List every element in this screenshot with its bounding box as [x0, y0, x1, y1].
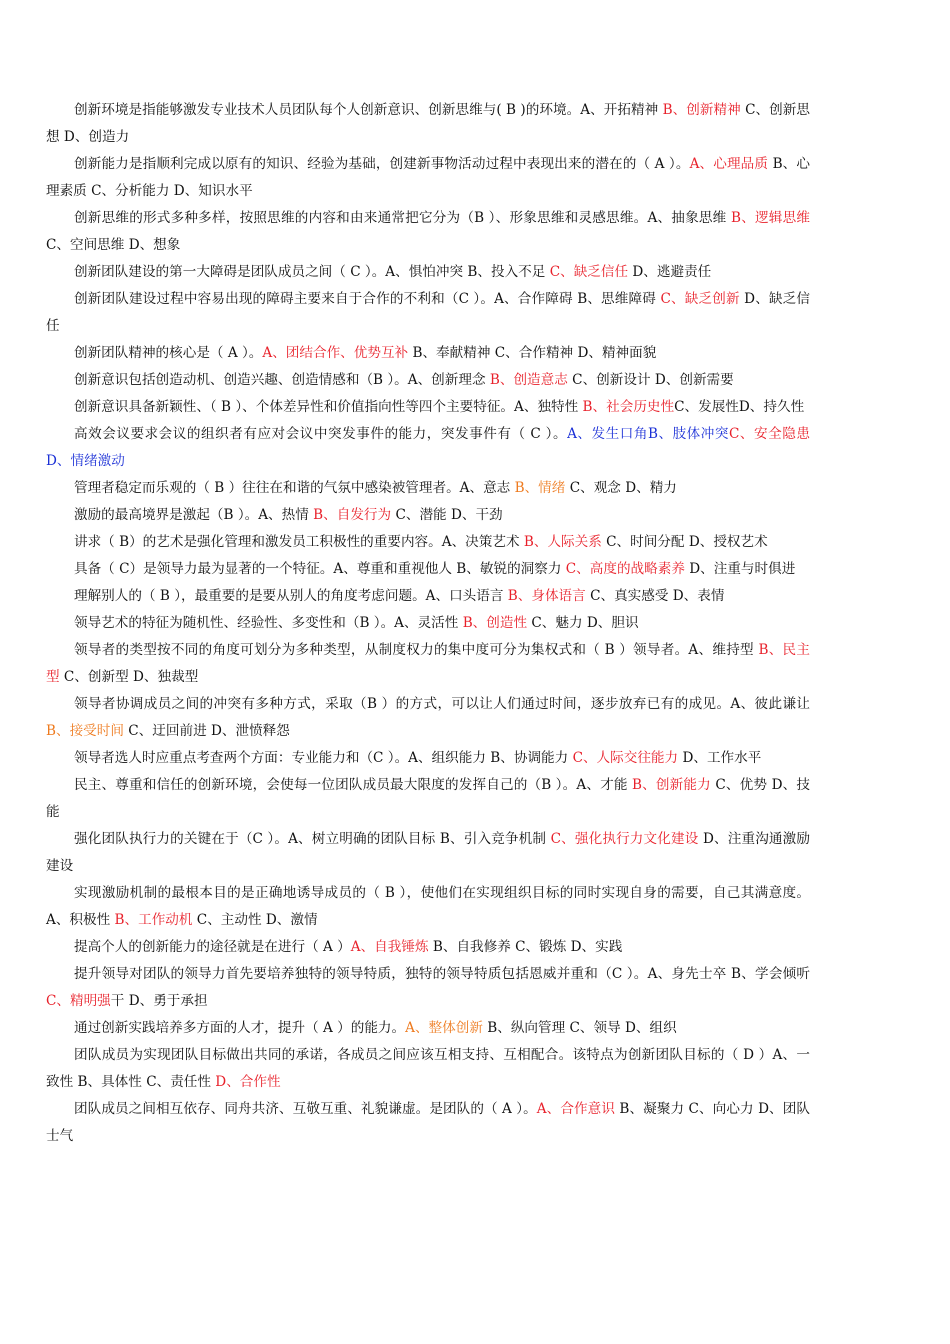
question	[46, 340, 810, 367]
question	[46, 1015, 810, 1042]
question	[46, 421, 810, 475]
question-text: C、优势 D、技能	[46, 777, 810, 820]
answer-highlight: B、身体语言	[507, 588, 586, 604]
question-text: 激励的最高境界是激起（B ）。A、热情	[74, 507, 314, 523]
question	[46, 151, 810, 205]
question-text: C、时间分配 D、授权艺术	[601, 534, 768, 550]
option-highlight: A、发生口角	[567, 426, 648, 442]
question-list	[46, 97, 810, 1150]
answer-highlight: B、创造意志	[489, 372, 568, 388]
answer-highlight: B、情绪	[514, 480, 566, 496]
question-text: C、潜能 D、干劲	[391, 507, 503, 523]
answer-highlight: C、缺乏创新	[660, 291, 740, 307]
question-text: B、奉献精神 C、合作精神 D、精神面貌	[408, 345, 657, 361]
answer-highlight: C、安全隐患	[729, 426, 810, 442]
question-text: 创新能力是指顺利完成以原有的知识、经验为基础，创建新事物活动过程中表现出来的潜在的（ A ）。	[74, 156, 690, 172]
question	[46, 394, 810, 421]
question-text: 提高个人的创新能力的途径就是在进行（ A ）	[74, 939, 351, 955]
question-text: B、纵向管理 C、领导 D、组织	[482, 1020, 677, 1036]
question-text: 团队成员为实现团队目标做出共同的承诺，各成员之间应该互相支持、互相配合。该特点为创新团队目标的（ D ）A、一致性 B、具体性 C、责任性	[46, 1047, 810, 1090]
question-text: 创新思维的形式多种多样，按照思维的内容和由来通常把它分为（B ）、形象思维和灵感思维。A、抽象思维	[74, 210, 731, 226]
question	[46, 367, 810, 394]
answer-highlight: B、自发行为	[313, 507, 392, 523]
question-text: C、观念 D、精力	[565, 480, 677, 496]
question-text: 创新环境是指能够激发专业技术人员团队每个人创新意识、创新思维与( B )的环境。A、开拓精神	[74, 102, 663, 118]
answer-highlight: A、心理品质	[689, 156, 769, 172]
question-text: B、自我修养 C、锻炼 D、实践	[428, 939, 623, 955]
question-text: C、魅力 D、胆识	[527, 615, 639, 631]
answer-highlight: B、人际关系	[523, 534, 602, 550]
question	[46, 1096, 810, 1150]
question-text: 干 D、勇于承担	[110, 993, 208, 1009]
question	[46, 772, 810, 826]
question	[46, 286, 810, 340]
answer-highlight: B、民主型	[46, 642, 810, 685]
question	[46, 961, 810, 1015]
answer-highlight: A、整体创新	[405, 1020, 483, 1036]
question-text: 强化团队执行力的关键在于（C ）。A、树立明确的团队目标 B、引入竞争机制	[74, 831, 551, 847]
question-text: 讲求（ B）的艺术是强化管理和激发员工积极性的重要内容。A、决策艺术	[74, 534, 524, 550]
answer-highlight: B、社会历史性	[582, 399, 675, 415]
answer-highlight: B、工作动机	[114, 912, 193, 928]
question-text: 创新团队建设过程中容易出现的障碍主要来自于合作的不利和（C ）。A、合作障碍 B、思维障碍	[74, 291, 661, 307]
question	[46, 826, 810, 880]
question-text: C、创新型 D、独裁型	[59, 669, 199, 685]
question-text: D、逃避责任	[628, 264, 712, 280]
question-text: 领导者的类型按不同的角度可划分为多种类型，从制度权力的集中度可分为集权式和（ B ）领导者。A、维持型	[74, 642, 759, 658]
question	[46, 745, 810, 772]
question-text: 提升领导对团队的领导力首先要培养独特的领导特质，独特的领导特质包括恩威并重和（C ）。A、身先士卒 B、学会倾听	[74, 966, 810, 982]
question-text: 管理者稳定而乐观的（ B ）往往在和谐的气氛中感染被管理者。A、意志	[74, 480, 515, 496]
question-text: C、发展性D、持久性	[674, 399, 805, 415]
question-text: B、心理素质 C、分析能力 D、知识水平	[46, 156, 811, 199]
question	[46, 97, 810, 151]
answer-highlight: C、缺乏信任	[549, 264, 629, 280]
answer-highlight: B、接受时间	[46, 723, 124, 739]
question-text: 创新团队精神的核心是（ A ）。	[74, 345, 263, 361]
question-text: 领导艺术的特征为随机性、经验性、多变性和（B ）。A、灵活性	[74, 615, 463, 631]
answer-highlight: A、团结合作、优势互补	[262, 345, 409, 361]
question-text: C、创新思想 D、创造力	[46, 102, 810, 145]
answer-highlight: B、创新能力	[632, 777, 711, 793]
answer-highlight: A、合作意识	[536, 1101, 616, 1117]
question-text: D、注重沟通激励建设	[46, 831, 810, 874]
question-text: 创新团队建设的第一大障碍是团队成员之间（ C ）。A、惧怕冲突 B、投入不足	[74, 264, 550, 280]
answer-highlight: D、合作性	[215, 1074, 281, 1090]
question-text: D、注重与时俱进	[684, 561, 796, 577]
question	[46, 610, 810, 637]
answer-highlight: B、创造性	[462, 615, 528, 631]
answer-highlight: B、创新精神	[662, 102, 741, 118]
question-text: D、缺乏信任	[46, 291, 810, 334]
question	[46, 691, 810, 745]
question	[46, 880, 810, 934]
question	[46, 637, 810, 691]
option-highlight: B、肢体冲突	[647, 426, 730, 442]
question	[46, 475, 810, 502]
question-text: 具备（ C）是领导力最为显著的一个特征。A、尊重和重视他人 B、敏锐的洞察力	[74, 561, 566, 577]
question	[46, 934, 810, 961]
question-text: C、迂回前进 D、泄愤释怨	[123, 723, 290, 739]
question-text: C、主动性 D、激情	[192, 912, 318, 928]
question	[46, 1042, 810, 1096]
question-text: 领导者选人时应重点考查两个方面：专业能力和（C ）。A、组织能力 B、协调能力	[74, 750, 573, 766]
question-text: 创新意识包括创造动机、创造兴趣、创造情感和（B ）。A、创新理念	[74, 372, 490, 388]
question-text: 高效会议要求会议的组织者有应对会议中突发事件的能力，突发事件有（ C ）。	[74, 426, 568, 442]
question-text: 理解别人的（ B ），最重要的是要从别人的角度考虑问题。A、口头语言	[74, 588, 508, 604]
question	[46, 502, 810, 529]
question	[46, 556, 810, 583]
question-text: 领导者协调成员之间的冲突有多种方式，采取（B ）的方式，可以让人们通过时间，逐步放弃已有的成见。A、彼此谦让	[74, 696, 810, 712]
question-text: 创新意识具备新颖性、（ B ）、个体差异性和价值指向性等四个主要特征。A、独特性	[74, 399, 583, 415]
question	[46, 529, 810, 556]
question-text: 民主、尊重和信任的创新环境，会使每一位团队成员最大限度的发挥自己的（B ）。A、才能	[74, 777, 633, 793]
question-text: C、创新设计 D、创新需要	[567, 372, 734, 388]
question-text: C、空间思维 D、想象	[46, 237, 181, 253]
answer-highlight: C、强化执行力文化建设	[550, 831, 699, 847]
question	[46, 259, 810, 286]
answer-highlight: C、高度的战略素养	[565, 561, 685, 577]
question-text: 通过创新实践培养多方面的人才，提升（ A ）的能力。	[74, 1020, 406, 1036]
answer-highlight: A、自我锤炼	[350, 939, 429, 955]
answer-highlight: C、人际交往能力	[572, 750, 679, 766]
answer-highlight: C、精明强	[46, 993, 111, 1009]
answer-highlight: B、逻辑思维	[731, 210, 810, 226]
question-text: 团队成员之间相互依存、同舟共济、互敬互重、礼貌谦虚。是团队的（ A ）。	[74, 1101, 537, 1117]
question-text: 实现激励机制的最根本目的是正确地诱导成员的（ B ），使他们在实现组织目标的同时实现自身的需要，自己其满意度。A、积极性	[46, 885, 810, 928]
question-text: D、工作水平	[678, 750, 762, 766]
question	[46, 583, 810, 610]
question-text: C、真实感受 D、表情	[585, 588, 725, 604]
question-text: B、凝聚力 C、向心力 D、团队士气	[46, 1101, 810, 1144]
question	[46, 205, 810, 259]
option-highlight: D、情绪激动	[46, 453, 125, 469]
